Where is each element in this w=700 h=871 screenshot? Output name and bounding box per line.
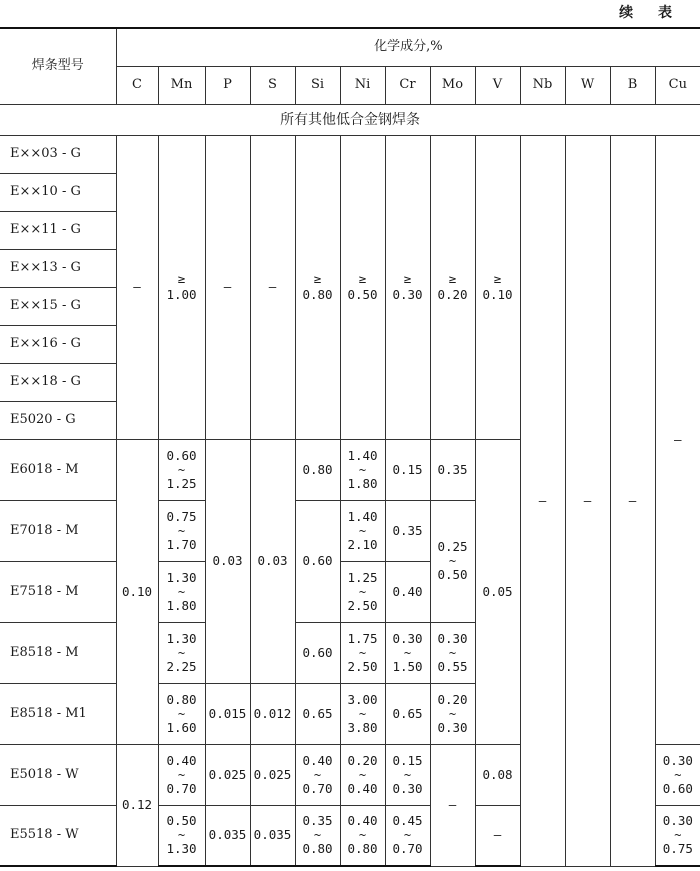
g-c-value: — (116, 135, 158, 439)
mn-range: 0.75 ~ 1.70 (158, 500, 205, 561)
mn-range: 0.50 ~ 1.30 (158, 805, 205, 866)
s-value: 0.035 (250, 805, 295, 866)
table-row-model: E××10 - G (0, 173, 116, 211)
mn-range: 0.60 ~ 1.25 (158, 439, 205, 500)
g-v-value: ≥ 0.10 (475, 135, 520, 439)
cr-value: 0.35 (385, 500, 430, 561)
g-mn-value: ≥ 1.00 (158, 135, 205, 439)
col-c: C (116, 66, 158, 104)
col-s: S (250, 66, 295, 104)
g-s-value: — (250, 135, 295, 439)
mn-range: 0.40 ~ 0.70 (158, 744, 205, 805)
v-value: 0.08 (475, 744, 520, 805)
ni-range: 1.25 ~ 2.50 (340, 561, 385, 622)
model-col-header: 焊条型号 (0, 28, 116, 104)
si-value: 0.80 (295, 439, 340, 500)
table-row-model: E××15 - G (0, 287, 116, 325)
cu-range: 0.30 ~ 0.60 (655, 744, 700, 805)
s-value: 0.025 (250, 744, 295, 805)
composition-group-header: 化学成分,% (116, 28, 700, 66)
g-cr-value: ≥ 0.30 (385, 135, 430, 439)
ni-range: 0.40 ~ 0.80 (340, 805, 385, 866)
v-value: — (475, 805, 520, 866)
mo-range: 0.20 ~ 0.30 (430, 683, 475, 744)
ni-range: 1.75 ~ 2.50 (340, 622, 385, 683)
cr-range: 0.30 ~ 1.50 (385, 622, 430, 683)
table-row-model: E××03 - G (0, 135, 116, 173)
m-c-value: 0.10 (116, 439, 158, 744)
col-ni: Ni (340, 66, 385, 104)
g-mo-value: ≥ 0.20 (430, 135, 475, 439)
col-v: V (475, 66, 520, 104)
cr-value: 0.65 (385, 683, 430, 744)
nb-value: — (520, 135, 565, 866)
col-si: Si (295, 66, 340, 104)
col-p: P (205, 66, 250, 104)
mn-range: 1.30 ~ 2.25 (158, 622, 205, 683)
p-value: 0.015 (205, 683, 250, 744)
w-mo-value: — (430, 744, 475, 866)
table-row-model: E××16 - G (0, 325, 116, 363)
si-range: 0.40 ~ 0.70 (295, 744, 340, 805)
table-row-model: E6018 - M (0, 439, 116, 500)
w-value: — (565, 135, 610, 866)
mn-range: 0.80 ~ 1.60 (158, 683, 205, 744)
m-v-value: 0.05 (475, 439, 520, 744)
ni-range: 1.40 ~ 2.10 (340, 500, 385, 561)
chemical-composition-table (0, 27, 700, 867)
ni-range: 3.00 ~ 3.80 (340, 683, 385, 744)
table-row-model: E7518 - M (0, 561, 116, 622)
col-w: W (565, 66, 610, 104)
mo-range: 0.30 ~ 0.55 (430, 622, 475, 683)
col-cr: Cr (385, 66, 430, 104)
ni-range: 0.20 ~ 0.40 (340, 744, 385, 805)
s-value: 0.012 (250, 683, 295, 744)
m-s-value: 0.03 (250, 439, 295, 683)
g-ni-value: ≥ 0.50 (340, 135, 385, 439)
col-mo: Mo (430, 66, 475, 104)
cu-value: — (655, 135, 700, 744)
table-row-model: E5018 - W (0, 744, 116, 805)
si-value: 0.65 (295, 683, 340, 744)
section-title: 所有其他低合金钢焊条 (0, 104, 700, 135)
cr-value: 0.40 (385, 561, 430, 622)
col-cu: Cu (655, 66, 700, 104)
cr-range: 0.15 ~ 0.30 (385, 744, 430, 805)
si-value: 0.60 (295, 622, 340, 683)
table-row-model: E8518 - M1 (0, 683, 116, 744)
mo-value: 0.35 (430, 439, 475, 500)
col-mn: Mn (158, 66, 205, 104)
p-value: 0.035 (205, 805, 250, 866)
si-range: 0.35 ~ 0.80 (295, 805, 340, 866)
table-row-model: E××11 - G (0, 211, 116, 249)
table-row-model: E××13 - G (0, 249, 116, 287)
table-row-model: E7018 - M (0, 500, 116, 561)
table-row-model: E8518 - M (0, 622, 116, 683)
m-p-value: 0.03 (205, 439, 250, 683)
mn-range: 1.30 ~ 1.80 (158, 561, 205, 622)
g-si-value: ≥ 0.80 (295, 135, 340, 439)
si-value: 0.60 (295, 500, 340, 622)
col-nb: Nb (520, 66, 565, 104)
continued-label: 续 表 (619, 5, 682, 21)
col-b: B (610, 66, 655, 104)
mo-range: 0.25 ~ 0.50 (430, 500, 475, 622)
p-value: 0.025 (205, 744, 250, 805)
cr-value: 0.15 (385, 439, 430, 500)
b-value: — (610, 135, 655, 866)
ni-range: 1.40 ~ 1.80 (340, 439, 385, 500)
g-p-value: — (205, 135, 250, 439)
table-row-model: E5020 - G (0, 401, 116, 439)
cu-range: 0.30 ~ 0.75 (655, 805, 700, 866)
cr-range: 0.45 ~ 0.70 (385, 805, 430, 866)
table-row-model: E5518 - W (0, 805, 116, 866)
w-c-value: 0.12 (116, 744, 158, 866)
table-row-model: E××18 - G (0, 363, 116, 401)
